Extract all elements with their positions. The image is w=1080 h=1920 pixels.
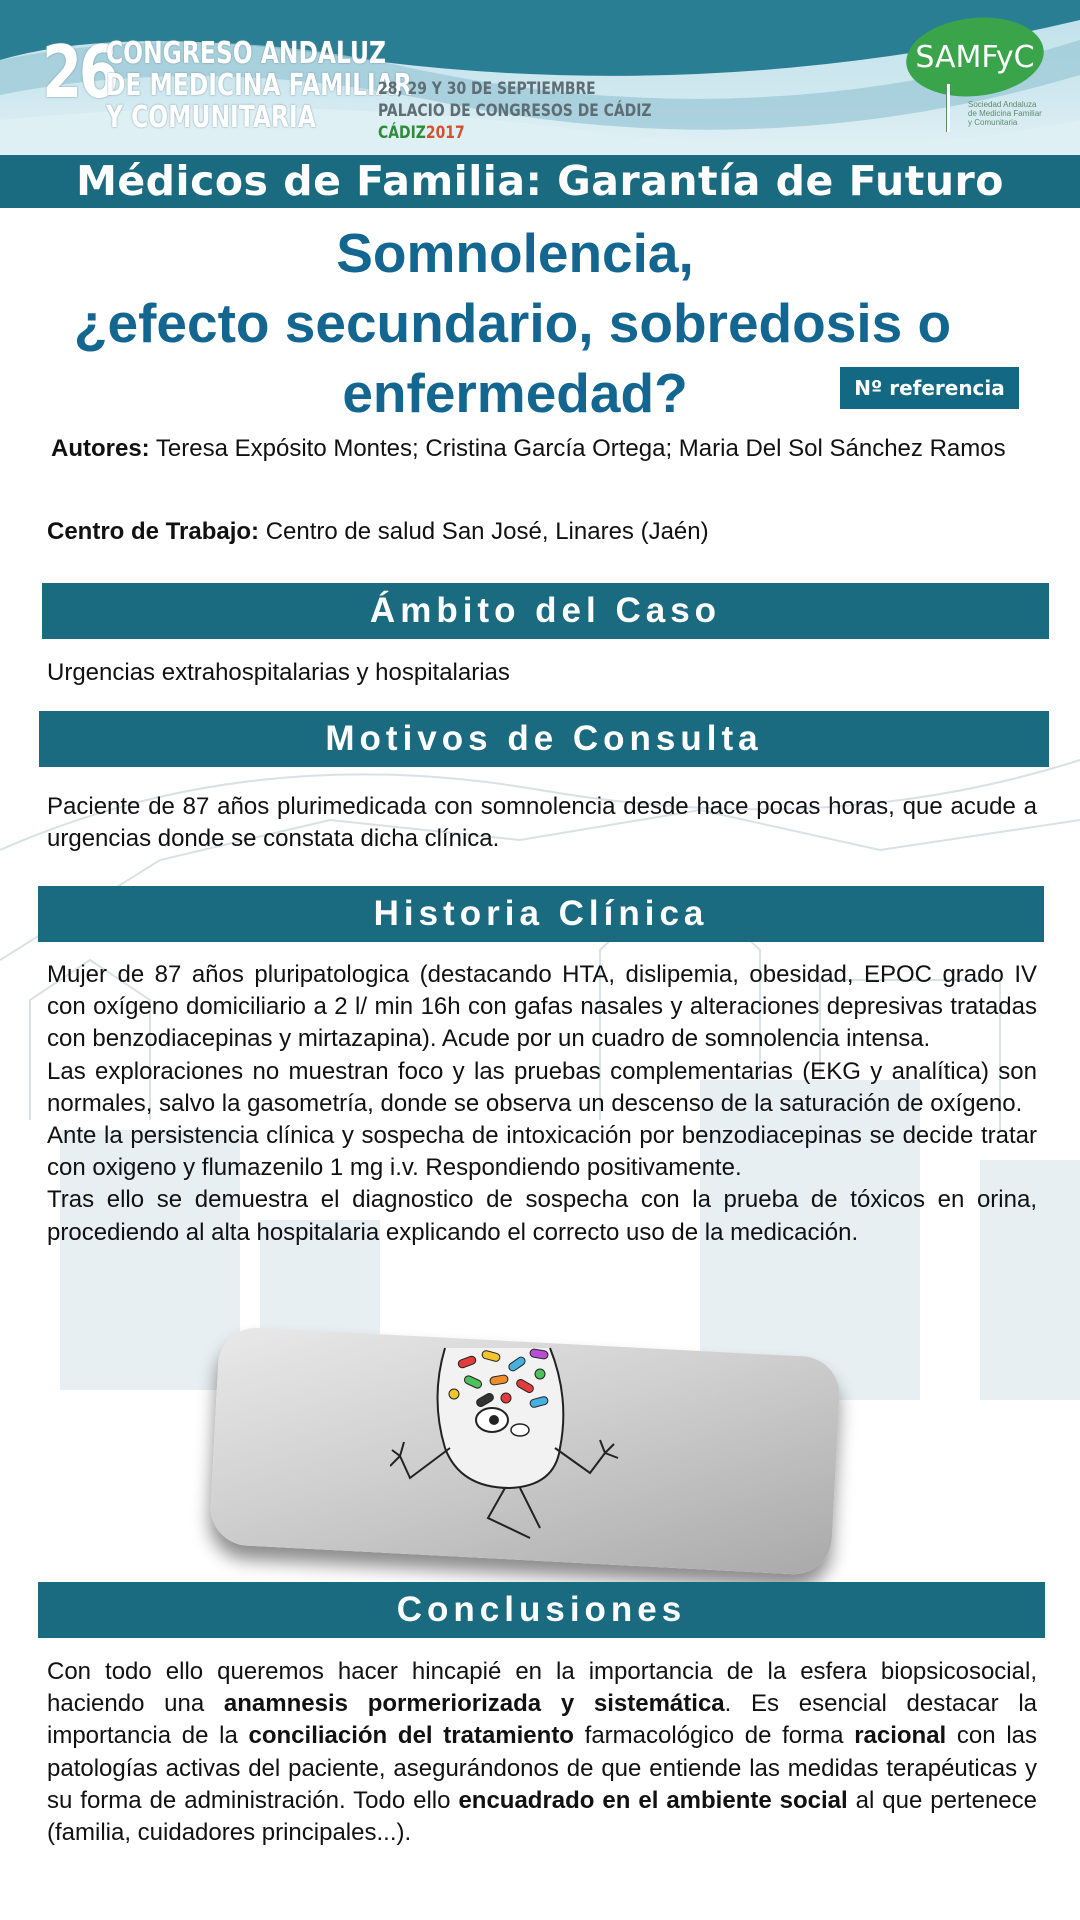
samfyc-logo-text: SAMFyC — [915, 40, 1035, 75]
congress-number: 26 — [42, 30, 116, 114]
section-heading-historia: Historia Clínica — [38, 886, 1044, 942]
congress-title: CONGRESO ANDALUZ DE MEDICINA FAMILIAR Y COMUNITARIA — [106, 36, 412, 135]
pills-head-cartoon — [390, 1338, 620, 1550]
authors: Autores: Teresa Expósito Montes; Cristina García Ortega; Maria Del Sol Sánchez Ramos — [51, 435, 1006, 462]
ambito-text: Urgencias extrahospitalarias y hospitalarias — [47, 659, 510, 686]
slogan-bar: Médicos de Familia: Garantía de Futuro — [0, 155, 1080, 208]
section-heading-motivos: Motivos de Consulta — [39, 711, 1049, 767]
congress-dates: 28, 29 Y 30 DE SEPTIEMBRE PALACIO DE CONGRESOS DE CÁDIZ CÁDIZ2017 — [378, 79, 652, 143]
work-center: Centro de Trabajo: Centro de salud San José, Linares (Jaén) — [47, 518, 709, 545]
poster-title: Somnolencia, ¿efecto secundario, sobredosis o enfermedad? — [73, 222, 952, 424]
conclusiones-text: Con todo ello queremos hacer hincapié en la importancia de la esfera biopsicosocial, haciendo una anamnesis pormeriorizada y sistemática. Es esencial destacar la importancia de la conciliación del tratamiento farmacológico de forma racional con las patologías activas del paciente, asegurándonos de que entiende las medidas terapéuticas y su forma de administración. Todo ello encuadrado en el ambiente social al que pertenece (familia, cuidadores principales...). — [47, 1658, 1038, 1847]
samfyc-logo-subtitle: Sociedad Andaluza de Medicina Familiar y Comunitaria — [968, 100, 1042, 127]
congress-banner — [0, 0, 1080, 155]
section-heading-ambito: Ámbito del Caso — [42, 583, 1049, 639]
section-heading-conclusiones: Conclusiones — [38, 1582, 1045, 1638]
reference-number-box: Nº referencia — [840, 367, 1019, 409]
historia-text: Mujer de 87 años pluripatologica (destacando HTA, dislipemia, obesidad, EPOC grado IV con oxígeno domiciliario a 2 l/ min 16h con gafas nasales y alteraciones depresivas tratadas con benzodiacepinas y mirtazapina). Acude por un cuadro de somnolencia intensa. Las exploraciones no muestran foco y las pruebas complementarias (EKG y analítica) son normales, salvo la gasometría, donde se observa un descenso de la saturación de oxígeno. Ante la persistencia clínica y sospecha de intoxicación por benzodiacepinas se decide tratar con oxigeno y flumazenilo 1 mg i.v. Respondiendo positivamente. Tras ello se demuestra el diagnostico de sospecha con la prueba de tóxicos en orina, procediendo al alta hospitalaria explicando el correcto uso de la medicación. — [47, 961, 1037, 1246]
logo-pen-icon — [946, 84, 950, 132]
motivos-text: Paciente de 87 años plurimedicada con somnolencia desde hace pocas horas, que acude a urgencias donde se constata dicha clínica. — [47, 793, 1037, 853]
